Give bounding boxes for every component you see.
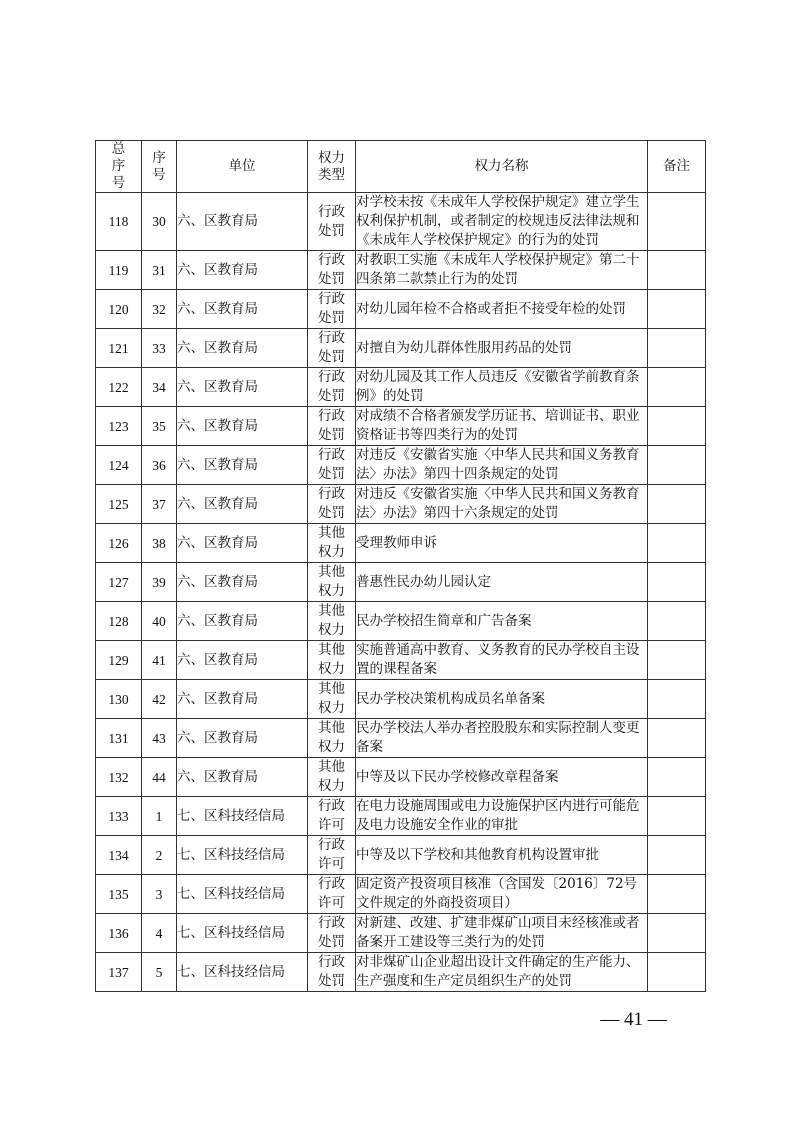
table-row: [96, 758, 706, 797]
power-type-cell: 行政处罚: [308, 446, 356, 485]
sequence-number-cell: 36: [142, 446, 177, 485]
sequence-number-cell: 3: [142, 875, 177, 914]
total-number-cell: 131: [96, 719, 142, 758]
power-type-cell: 行政处罚: [308, 953, 356, 992]
sequence-number-cell: 1: [142, 797, 177, 836]
header-total-number: 总序号: [96, 141, 142, 193]
power-type-cell: 行政处罚: [308, 329, 356, 368]
power-type-cell: 其他权力: [308, 563, 356, 602]
total-number-cell: 128: [96, 602, 142, 641]
power-type-cell: 行政处罚: [308, 251, 356, 290]
remarks-cell: [648, 193, 706, 251]
sequence-number-cell: 39: [142, 563, 177, 602]
header-sequence-number: 序号: [142, 141, 177, 193]
power-type-cell: 行政处罚: [308, 485, 356, 524]
power-name-cell: 民办学校决策机构成员名单备案: [356, 680, 648, 719]
sequence-number-cell: 32: [142, 290, 177, 329]
unit-cell: 六、区教育局: [177, 641, 308, 680]
total-number-cell: 133: [96, 797, 142, 836]
table-row: [96, 290, 706, 329]
remarks-cell: [648, 719, 706, 758]
unit-cell: 六、区教育局: [177, 680, 308, 719]
total-number-cell: 137: [96, 953, 142, 992]
sequence-number-cell: 38: [142, 524, 177, 563]
total-number-cell: 130: [96, 680, 142, 719]
remarks-cell: [648, 914, 706, 953]
remarks-cell: [648, 797, 706, 836]
sequence-number-cell: 42: [142, 680, 177, 719]
table-row: [96, 193, 706, 251]
unit-cell: 六、区教育局: [177, 368, 308, 407]
table-row: [96, 719, 706, 758]
power-name-cell: 对违反《安徽省实施〈中华人民共和国义务教育法〉办法》第四十四条规定的处罚: [356, 446, 648, 485]
table-row: [96, 251, 706, 290]
power-name-cell: 对成绩不合格者颁发学历证书、培训证书、职业资格证书等四类行为的处罚: [356, 407, 648, 446]
sequence-number-cell: 35: [142, 407, 177, 446]
power-type-cell: 其他权力: [308, 602, 356, 641]
total-number-cell: 118: [96, 193, 142, 251]
power-type-cell: 其他权力: [308, 719, 356, 758]
unit-cell: 六、区教育局: [177, 329, 308, 368]
unit-cell: 六、区教育局: [177, 602, 308, 641]
total-number-cell: 132: [96, 758, 142, 797]
remarks-cell: [648, 329, 706, 368]
table-row: [96, 914, 706, 953]
power-type-cell: 其他权力: [308, 641, 356, 680]
total-number-cell: 135: [96, 875, 142, 914]
header-power-name: 权力名称: [356, 141, 648, 193]
remarks-cell: [648, 953, 706, 992]
unit-cell: 六、区教育局: [177, 251, 308, 290]
power-type-cell: 行政处罚: [308, 290, 356, 329]
table-row: [96, 875, 706, 914]
power-name-cell: 对幼儿园年检不合格或者拒不接受年检的处罚: [356, 290, 648, 329]
remarks-cell: [648, 290, 706, 329]
table-row: [96, 407, 706, 446]
total-number-cell: 121: [96, 329, 142, 368]
power-type-cell: 行政处罚: [308, 914, 356, 953]
power-type-cell: 行政许可: [308, 797, 356, 836]
total-number-cell: 124: [96, 446, 142, 485]
power-type-cell: 行政许可: [308, 875, 356, 914]
power-type-cell: 其他权力: [308, 758, 356, 797]
unit-cell: 七、区科技经信局: [177, 914, 308, 953]
table-row: [96, 602, 706, 641]
sequence-number-cell: 30: [142, 193, 177, 251]
total-number-cell: 119: [96, 251, 142, 290]
power-name-cell: 中等及以下民办学校修改章程备案: [356, 758, 648, 797]
remarks-cell: [648, 758, 706, 797]
unit-cell: 七、区科技经信局: [177, 953, 308, 992]
remarks-cell: [648, 602, 706, 641]
power-name-cell: 普惠性民办幼儿园认定: [356, 563, 648, 602]
total-number-cell: 122: [96, 368, 142, 407]
table-row: [96, 368, 706, 407]
unit-cell: 六、区教育局: [177, 193, 308, 251]
total-number-cell: 129: [96, 641, 142, 680]
unit-cell: 六、区教育局: [177, 446, 308, 485]
power-type-cell: 其他权力: [308, 680, 356, 719]
total-number-cell: 127: [96, 563, 142, 602]
power-type-cell: 其他权力: [308, 524, 356, 563]
power-name-cell: 对非煤矿山企业超出设计文件确定的生产能力、生产强度和生产定员组织生产的处罚: [356, 953, 648, 992]
header-power-type: 权力类型: [308, 141, 356, 193]
total-number-cell: 123: [96, 407, 142, 446]
remarks-cell: [648, 368, 706, 407]
power-type-cell: 行政处罚: [308, 407, 356, 446]
power-name-cell: 对幼儿园及其工作人员违反《安徽省学前教育条例》的处罚: [356, 368, 648, 407]
sequence-number-cell: 33: [142, 329, 177, 368]
unit-cell: 六、区教育局: [177, 407, 308, 446]
power-name-cell: 对学校未按《未成年人学校保护规定》建立学生权利保护机制，或者制定的校规违反法律法规和《未成年人学校保护规定》的行为的处罚: [356, 193, 648, 251]
power-name-cell: 对违反《安徽省实施〈中华人民共和国义务教育法〉办法》第四十六条规定的处罚: [356, 485, 648, 524]
remarks-cell: [648, 485, 706, 524]
table-row: [96, 836, 706, 875]
sequence-number-cell: 37: [142, 485, 177, 524]
power-name-cell: 实施普通高中教育、义务教育的民办学校自主设置的课程备案: [356, 641, 648, 680]
table-row: [96, 641, 706, 680]
remarks-cell: [648, 875, 706, 914]
power-name-cell: 对擅自为幼儿群体性服用药品的处罚: [356, 329, 648, 368]
unit-cell: 七、区科技经信局: [177, 836, 308, 875]
header-unit: 单位: [177, 141, 308, 193]
sequence-number-cell: 40: [142, 602, 177, 641]
remarks-cell: [648, 836, 706, 875]
total-number-cell: 136: [96, 914, 142, 953]
power-name-cell: 民办学校招生简章和广告备案: [356, 602, 648, 641]
power-name-cell: 固定资产投资项目核准（含国发〔2016〕72号文件规定的外商投资项目）: [356, 875, 648, 914]
total-number-cell: 126: [96, 524, 142, 563]
sequence-number-cell: 43: [142, 719, 177, 758]
header-remarks: 备注: [648, 141, 706, 193]
unit-cell: 七、区科技经信局: [177, 875, 308, 914]
remarks-cell: [648, 641, 706, 680]
power-type-cell: 行政处罚: [308, 193, 356, 251]
table-row: [96, 485, 706, 524]
table-row: [96, 680, 706, 719]
sequence-number-cell: 31: [142, 251, 177, 290]
total-number-cell: 120: [96, 290, 142, 329]
power-name-cell: 受理教师申诉: [356, 524, 648, 563]
unit-cell: 六、区教育局: [177, 485, 308, 524]
sequence-number-cell: 4: [142, 914, 177, 953]
remarks-cell: [648, 251, 706, 290]
unit-cell: 六、区教育局: [177, 758, 308, 797]
remarks-cell: [648, 407, 706, 446]
remarks-cell: [648, 524, 706, 563]
table-row: [96, 524, 706, 563]
unit-cell: 七、区科技经信局: [177, 797, 308, 836]
table-row: [96, 563, 706, 602]
unit-cell: 六、区教育局: [177, 290, 308, 329]
power-list-table: [95, 140, 706, 992]
unit-cell: 六、区教育局: [177, 719, 308, 758]
power-type-cell: 行政许可: [308, 836, 356, 875]
power-name-cell: 在电力设施周围或电力设施保护区内进行可能危及电力设施安全作业的审批: [356, 797, 648, 836]
sequence-number-cell: 5: [142, 953, 177, 992]
power-name-cell: 民办学校法人举办者控股股东和实际控制人变更备案: [356, 719, 648, 758]
power-name-cell: 对新建、改建、扩建非煤矿山项目未经核准或者备案开工建设等三类行为的处罚: [356, 914, 648, 953]
sequence-number-cell: 34: [142, 368, 177, 407]
table-header-row: [96, 141, 706, 193]
total-number-cell: 134: [96, 836, 142, 875]
table-row: [96, 446, 706, 485]
table-row: [96, 953, 706, 992]
remarks-cell: [648, 563, 706, 602]
unit-cell: 六、区教育局: [177, 524, 308, 563]
table-body: [96, 193, 706, 992]
remarks-cell: [648, 680, 706, 719]
power-name-cell: 对教职工实施《未成年人学校保护规定》第二十四条第二款禁止行为的处罚: [356, 251, 648, 290]
table-row: [96, 797, 706, 836]
sequence-number-cell: 44: [142, 758, 177, 797]
table-row: [96, 329, 706, 368]
sequence-number-cell: 2: [142, 836, 177, 875]
sequence-number-cell: 41: [142, 641, 177, 680]
power-type-cell: 行政处罚: [308, 368, 356, 407]
page-number: — 41 —: [600, 1009, 667, 1030]
power-name-cell: 中等及以下学校和其他教育机构设置审批: [356, 836, 648, 875]
total-number-cell: 125: [96, 485, 142, 524]
remarks-cell: [648, 446, 706, 485]
unit-cell: 六、区教育局: [177, 563, 308, 602]
